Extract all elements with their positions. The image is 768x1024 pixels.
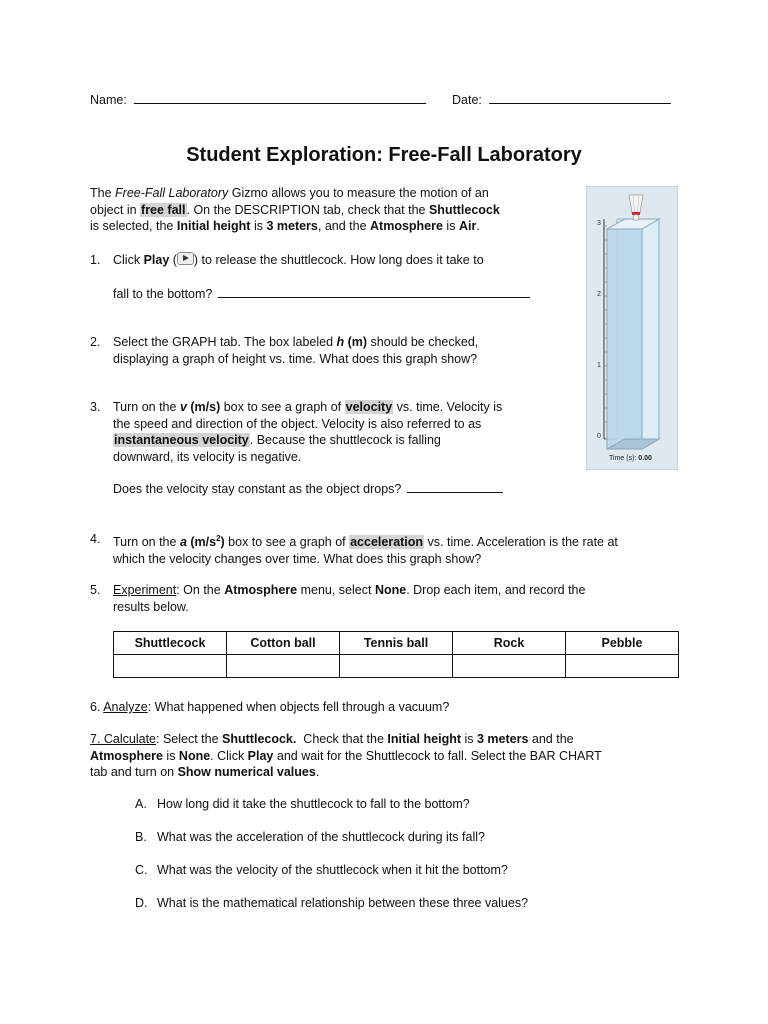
intro-paragraph	[90, 185, 500, 235]
intro-text: , and the	[317, 219, 371, 233]
table-answer-cell[interactable]	[340, 655, 453, 678]
subquestion-d	[135, 895, 528, 912]
question-6	[90, 699, 449, 716]
question-5	[113, 582, 585, 615]
subquestion-text: What was the velocity of the shuttlecock when it hit the bottom?	[157, 863, 508, 877]
time-label: Time (s):	[609, 455, 639, 462]
q7-text: Check that the	[296, 732, 388, 746]
table-answer-cell[interactable]	[453, 655, 566, 678]
name-label: Name:	[90, 93, 127, 107]
intro-air: Air	[458, 219, 477, 233]
tick-label-2: 2	[597, 291, 601, 298]
intro-text: Gizmo allows you to measure the motion of an	[228, 186, 489, 200]
tick-label-3: 3	[597, 220, 601, 227]
date-line	[452, 92, 671, 109]
q3-text: . Because the shuttlecock is falling	[249, 433, 441, 447]
intro-initial-height: Initial height	[176, 219, 251, 233]
q7-show-numerical-values: Show numerical values	[177, 765, 316, 779]
tube-front	[607, 229, 642, 449]
subquestion-text: What was the acceleration of the shuttlecock during its fall?	[157, 830, 485, 844]
q3-text: Turn on the	[113, 400, 180, 414]
name-blank[interactable]	[134, 92, 426, 104]
table-answer-cell[interactable]	[227, 655, 340, 678]
q5-text: : On the	[176, 583, 225, 597]
question-3-number: 3.	[90, 400, 101, 414]
highlight-free-fall: free fall	[141, 202, 186, 217]
q3-text: the speed and direction of the object. Velocity is also referred to as	[113, 416, 482, 431]
question-5-number: 5.	[90, 583, 101, 597]
question-1-number: 1.	[90, 253, 101, 267]
table-answer-cell[interactable]	[114, 655, 227, 678]
table-header-cell: Cotton ball	[227, 632, 340, 655]
subquestion-letter: B.	[135, 830, 147, 844]
intro-3-meters: 3 meters	[266, 219, 318, 233]
table-header-row	[114, 632, 679, 655]
q6-text: : What happened when objects fell through a vacuum?	[147, 700, 450, 714]
q2-h: h	[336, 335, 345, 349]
q5-text: results below.	[113, 599, 189, 614]
subquestion-letter: A.	[135, 797, 147, 811]
tick-label-0: 0	[597, 433, 601, 440]
q3-answer-blank[interactable]	[407, 481, 503, 493]
date-blank[interactable]	[489, 92, 671, 104]
simulation-screenshot	[586, 186, 678, 470]
q5-text: menu, select	[297, 583, 375, 597]
table-header-cell: Pebble	[566, 632, 679, 655]
question-3	[113, 399, 503, 498]
intro-text: object in	[90, 202, 141, 217]
subquestion-letter: D.	[135, 896, 148, 910]
q3-v: v	[179, 400, 187, 414]
q1-text: fall to the bottom?	[113, 286, 213, 301]
q1-text: ) to release the shuttlecock. How long does it take to	[193, 253, 484, 267]
intro-text: is	[442, 219, 459, 233]
q7-3-meters: 3 meters	[476, 732, 529, 746]
subquestion-letter: C.	[135, 863, 148, 877]
q1-play: Play	[143, 253, 170, 267]
q7-text: tab and turn on	[90, 765, 178, 779]
q7-shuttlecock: Shuttlecock.	[222, 732, 297, 746]
table-answer-cell[interactable]	[566, 655, 679, 678]
q7-play: Play	[247, 748, 274, 763]
q4-unit-close: )	[220, 535, 225, 550]
intro-text: is	[250, 219, 267, 233]
results-table	[113, 631, 679, 678]
question-7	[90, 731, 602, 781]
table-header-cell: Shuttlecock	[114, 632, 227, 655]
tube-side	[642, 219, 659, 449]
q5-none: None	[374, 583, 407, 597]
q5-atmosphere: Atmosphere	[224, 583, 298, 597]
q7-text: and wait for the Shuttlecock to fall. Select the BAR CHART	[273, 748, 602, 763]
q7-none: None	[178, 748, 211, 763]
q7-text: .	[315, 765, 320, 779]
q1-text: Click	[113, 253, 144, 267]
q2-text: Select the GRAPH tab. The box labeled	[113, 335, 337, 349]
q4-unit-exponent: 2	[216, 534, 221, 543]
question-4-number: 4.	[90, 532, 101, 546]
q4-a: a	[179, 535, 187, 550]
q2-text: should be checked,	[367, 335, 479, 349]
date-label: Date:	[452, 93, 482, 107]
question-2	[113, 334, 478, 367]
q6-analyze-label: Analyze	[103, 700, 148, 714]
intro-text: is selected, the	[90, 219, 177, 233]
subquestion-text: How long did it take the shuttlecock to fall to the bottom?	[157, 797, 470, 811]
intro-gizmo-name: Free-Fall Laboratory	[115, 186, 229, 200]
q4-text: Turn on the	[113, 535, 180, 550]
highlight-velocity: velocity	[345, 400, 393, 414]
q1-text: (	[169, 253, 177, 267]
highlight-instantaneous-velocity: instantaneous velocity	[114, 433, 249, 447]
question-1	[113, 252, 530, 302]
intro-shuttlecock: Shuttlecock	[428, 202, 500, 217]
subquestion-b	[135, 829, 485, 846]
tick-label-1: 1	[597, 362, 601, 369]
q1-answer-blank[interactable]	[218, 286, 530, 298]
q7-calculate-label: 7. Calculate	[90, 732, 157, 746]
q3-text: Does the velocity stay constant as the object drops?	[113, 482, 402, 496]
subquestion-c	[135, 862, 508, 879]
intro-text: .	[476, 219, 480, 233]
intro-text: The	[90, 186, 116, 200]
name-line	[90, 92, 426, 109]
time-value: 0.00	[638, 455, 652, 462]
q2-text: displaying a graph of height vs. time. What does this graph show?	[113, 351, 478, 366]
q3-text: downward, its velocity is negative.	[113, 449, 302, 464]
q5-experiment-label: Experiment	[113, 583, 177, 597]
q7-text: . Click	[210, 748, 248, 763]
intro-text: . On the DESCRIPTION tab, check that the	[186, 202, 429, 217]
time-readout-label	[609, 455, 652, 462]
subquestion-text: What is the mathematical relationship between these three values?	[157, 896, 529, 910]
highlight-acceleration: acceleration	[350, 535, 424, 550]
q4-text: which the velocity changes over time. What does this graph show?	[113, 551, 482, 566]
q2-unit: (m)	[344, 335, 368, 349]
q4-unit: (m/s	[186, 535, 217, 550]
q3-text: vs. time. Velocity is	[393, 400, 503, 414]
page-title: Student Exploration: Free-Fall Laboratory	[186, 144, 582, 166]
q5-text: . Drop each item, and record the	[406, 583, 586, 597]
question-2-number: 2.	[90, 335, 101, 349]
q3-text: box to see a graph of	[220, 400, 345, 414]
q7-text: : Select the	[156, 732, 223, 746]
q4-text: vs. time. Acceleration is the rate at	[424, 535, 618, 550]
intro-atmosphere: Atmosphere	[370, 219, 443, 233]
play-icon	[177, 252, 194, 265]
table-row	[114, 655, 679, 678]
free-fall-tube-diagram	[587, 187, 677, 469]
q7-atmosphere: Atmosphere	[90, 748, 163, 763]
table-header-cell: Rock	[453, 632, 566, 655]
q7-text: and the	[528, 732, 574, 746]
q7-text: is	[461, 732, 477, 746]
q3-unit: (m/s)	[186, 400, 221, 414]
q6-number: 6.	[90, 700, 104, 714]
question-4	[113, 531, 618, 567]
q4-text: box to see a graph of	[224, 535, 350, 550]
subquestion-a	[135, 796, 470, 813]
q7-text: is	[162, 748, 179, 763]
shuttlecock-icon	[629, 195, 643, 221]
q7-initial-height: Initial height	[387, 732, 461, 746]
table-header-cell: Tennis ball	[340, 632, 453, 655]
